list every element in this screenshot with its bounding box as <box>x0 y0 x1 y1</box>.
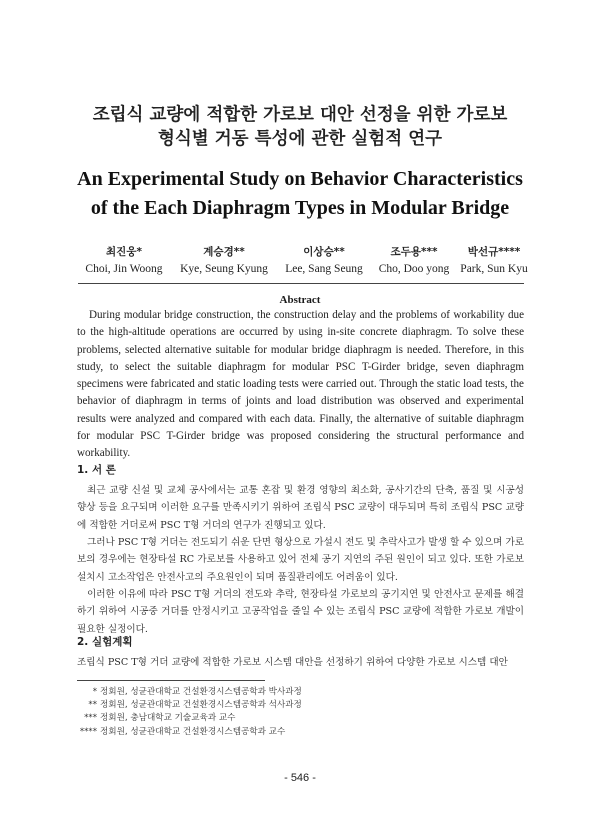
footnote <box>77 686 497 699</box>
korean-title-line-2: 형식별 거동 특성에 관한 실험적 연구 <box>157 129 443 149</box>
footnote-text: 정회원, 충남대학교 기술교육과 교수 <box>100 713 236 724</box>
author-name-kr: 최진웅* <box>106 246 142 258</box>
abstract-heading: Abstract <box>279 294 321 306</box>
footnote-text: 정회원, 성균관대학교 건설환경시스템공학과 교수 <box>100 726 286 737</box>
author-name-kr: 박선규**** <box>467 246 521 258</box>
author-name-kr: 이상승** <box>303 246 345 258</box>
abstract-text: During modular bridge construction, the construction delay and the problems of workability due to the high-altitude operations are occurred by using in-site concrete diaphragm. To solve these problems, selected alternative suitable for modular bridge diaphragm is needed. Therefore, in this study, to select the suitable diaphragm for modular PSC T-Girder bridge, seven diaphragm specimens were fabricated and static loading tests were carried out. Through the static load tests, the behavior of diaphragm in terms of joints and load distribution was observed and experimental results were analyzed and compared with each data. Finally, the alternative of suitable diaphragm for modular PSC T-Girder bridge was proposed considering the structural performance and workability. <box>77 309 524 460</box>
footnote-mark: **** <box>79 726 97 737</box>
author-name-en: Lee, Sang Seung <box>285 263 363 275</box>
author-5 <box>448 244 540 275</box>
title-divider <box>78 283 524 284</box>
section-2-heading: 2. 실험계획 <box>77 636 133 648</box>
footnote <box>77 699 497 712</box>
korean-title-line-1: 조립식 교량에 적합한 가로보 대안 선정을 위한 가로보 <box>92 105 508 125</box>
footnote-mark: ** <box>88 700 97 711</box>
footnote <box>77 726 497 739</box>
author-2 <box>174 244 274 275</box>
section-1-paragraph-1: 최근 교량 신설 및 교체 공사에서는 교통 혼잡 및 환경 영향의 최소화, 공사기간의 단축, 품질 및 시공성 향상 등을 요구되며 이러한 요구를 만족시키기 위하여 조립식 PSC 교량이 대두되며 특히 조립식 PSC 교량에 적합한 거더로써 PSC T형 거더의 연구가 진행되고 있다. <box>77 485 524 531</box>
footnote-list <box>77 686 497 739</box>
section-2-paragraph: 조립식 PSC T형 거더 교량에 적합한 가로보 시스템 대안을 선정하기 위하여 다양한 가로보 시스템 대안 <box>77 657 508 668</box>
footnote <box>77 712 497 725</box>
footnote-divider <box>77 680 265 681</box>
section-1-paragraph-3: 이러한 이유에 따라 PSC T형 거더의 전도와 추락, 현장타설 가로보의 공기지연 및 안전사고 문제를 해결하기 위하여 시공중 거더를 안정시키고 고공작업을 줄일 수 있는 조립식 PSC 교량에 적합한 가로보 개발이 필요한 실정이다. <box>77 589 524 635</box>
author-name-en: Park, Sun Kyu <box>460 263 528 275</box>
author-name-en: Choi, Jin Woong <box>85 263 163 275</box>
author-name-kr: 조두용*** <box>390 246 438 258</box>
footnote-mark: * <box>92 687 97 697</box>
footnote-mark: *** <box>84 713 97 724</box>
author-name-kr: 계승경** <box>203 246 245 258</box>
author-name-en: Kye, Seung Kyung <box>180 263 268 275</box>
section-1-paragraph-2: 그러나 PSC T형 거더는 전도되기 쉬운 단면 형상으로 가설시 전도 및 추락사고가 발생 할 수 있으며 가로보의 경우에는 현장타설 RC 가로보를 사용하고 있어 전체 공기 지연의 주된 원인이 되고 있다. 또한 가로보 설치시 고소작업은 안전사고의 주요원인이 되며 품질관리에도 어려움이 있다. <box>77 537 524 583</box>
author-name-en: Cho, Doo yong <box>378 263 450 275</box>
section-1-heading: 1. 서 론 <box>77 464 116 476</box>
footnote-text: 정회원, 성균관대학교 건설환경시스템공학과 박사과정 <box>100 687 302 697</box>
english-title-line-2: of the Each Diaphragm Types in Modular Bridge <box>90 197 510 219</box>
english-title-line-1: An Experimental Study on Behavior Characteristics <box>77 168 523 190</box>
footnote-text: 정회원, 성균관대학교 건설환경시스템공학과 석사과정 <box>100 700 302 711</box>
author-4 <box>368 244 460 275</box>
author-3 <box>278 244 370 275</box>
author-1 <box>78 244 170 275</box>
page-number: - 546 - <box>284 772 316 784</box>
